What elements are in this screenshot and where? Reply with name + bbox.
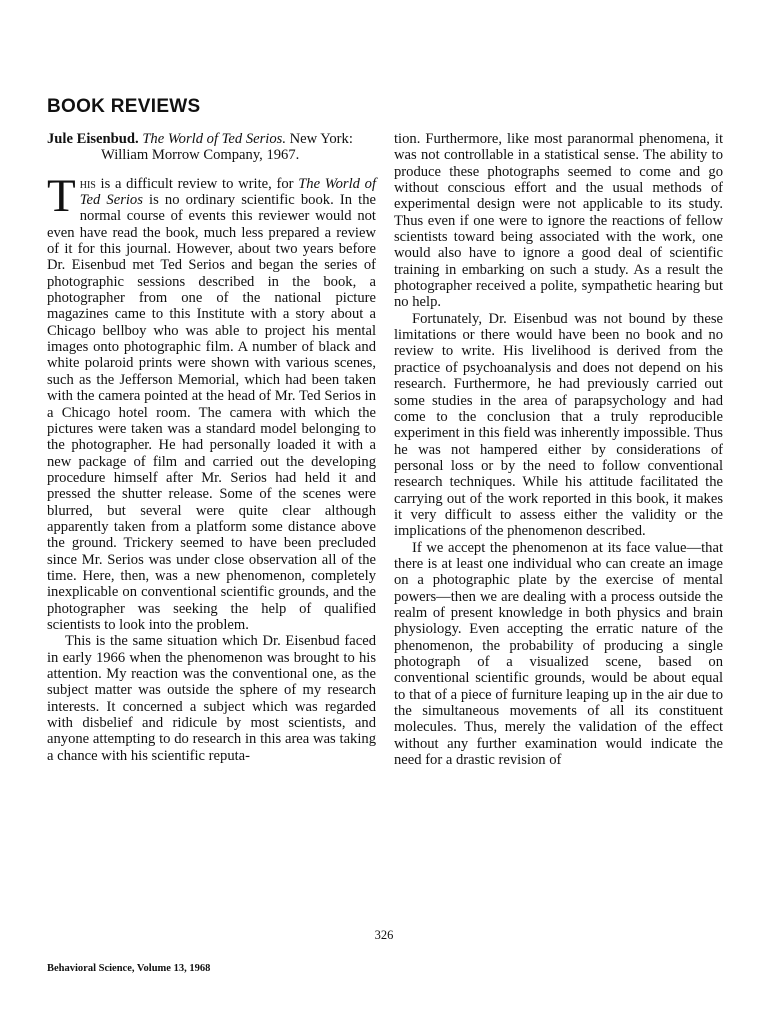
paragraph-1-book-title: The World of Ted Serios — [79, 175, 376, 209]
right-column — [394, 131, 723, 768]
citation-publisher: New York: William Morrow Company, 1967. — [101, 131, 353, 164]
paragraph-1 — [47, 169, 376, 634]
page-number: 326 — [374, 928, 394, 942]
left-column — [47, 131, 376, 764]
drop-cap: T — [47, 169, 76, 222]
citation-author: Jule Eisenbud. — [47, 131, 139, 147]
paragraph-1-text-b: is no ordinary scientific book. In the normal course of events this reviewer would not even have read the book, much less prepared a review of it for this journal. However, about two years before Dr. Eisenbud met Ted Serios and began the series of photographic sessions described in the book, a photographer from one of the national picture magazines came to this Institute with a story about a Chicago bellboy who was able to project his mental images onto photographic film. A number of black and white polaroid prints were shown with various scenes, such as the Jefferson Memorial, which had been taken with the camera pointed at the head of Mr. Ted Serios in a Chicago hotel room. The camera with which the pictures were taken was a standard model belonging to the photographer. He had personally loaded it with a new package of film and carried out the developing procedure himself after Mr. Serios had held it and pressed the shutter release. Some of the scenes were blurred, but several were quite clear although apparently taken from a platform some distance above the ground. Trickery seemed to have been precluded since Mr. Serios was under close observation all of the time. Here, then, was a new phenomenon, completely inexplicable on conventional scientific grounds, and the photographer was seeking the help of qualified scientists to look into the problem. — [47, 192, 376, 633]
journal-footer: Behavioral Science, Volume 13, 1968 — [47, 963, 211, 974]
section-title: BOOK REVIEWS — [47, 96, 201, 117]
citation-book-title: The World of Ted Serios. — [142, 131, 286, 147]
paragraph-4: If we accept the phenomenon at its face value—that there is at least one individual who can create an image on a photographic plate by the exercise of mental powers—then we are dealing with a process outside the realm of present knowledge in both physics and brain physiology. Even accepting the erratic nature of the phenomenon, the probability of producing a single photograph of a visualized scene, based on conventional scientific grounds, would be about equal to that of a piece of furniture leaping up in the air due to the simultaneous movements of all its constituent molecules. Thus, merely the validation of the effect without any further examination would indicate the need for a drastic revision of — [394, 539, 723, 769]
paragraph-2-continued: tion. Furthermore, like most paranormal phenomena, it was not controllable in a statistical sense. The ability to produce these photographs seemed to come and go without conscious effort and the usual methods of experimental design were not applicable to its study. Thus even if one were to ignore the reactions of fellow scientists toward being associated with the work, one would also have to ignore a good deal of scientific training in embarking on such a study. As a result the photographer received a polite, sympathetic hearing but no help. — [394, 131, 723, 311]
book-citation — [47, 131, 376, 164]
paragraph-3: Fortunately, Dr. Eisenbud was not bound by these limitations or there would have been no book and no review to write. His livelihood is derived from the practice of psychoanalysis and does not depend on his research. Furthermore, he had previously carried out some studies in the area of parapsychology and had come to the conclusion that a truly reproducible experiment in this field was inherently impossible. Thus he was not hampered either by considerations of personal loss or by the need to follow conventional research techniques. While his attitude facilitated the carrying out of the work reported in this book, it makes it very difficult to assess either the validity or the implications of the phenomenon described. — [394, 310, 723, 540]
paragraph-1-text-a: is a difficult review to write, for — [95, 175, 299, 192]
paragraph-2: This is the same situation which Dr. Eisenbud faced in early 1966 when the phenomenon was brought to his attention. My reaction was the conventional one, as the subject matter was outside the sphere of my research interests. It concerned a subject which was regarded with disbelief and ridicule by most scientists, and anyone attempting to do research in this area was taking a chance with his scientific reputa- — [47, 633, 376, 764]
paragraph-1-smallcaps: his — [79, 175, 96, 192]
